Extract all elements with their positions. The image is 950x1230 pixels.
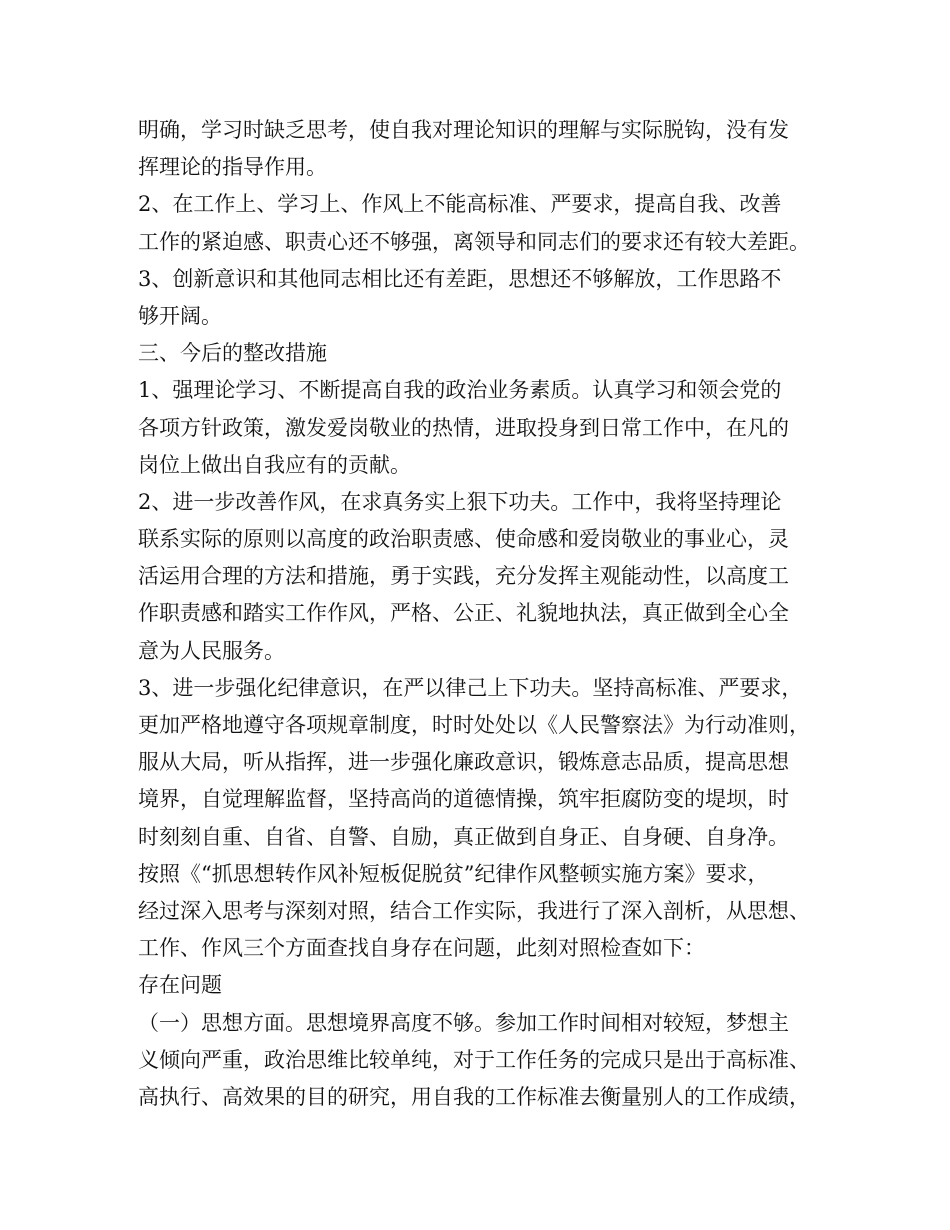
text-line: 义倾向严重，政治思维比较单纯，对于工作任务的完成只是出于高标准、 [138, 1047, 810, 1072]
text-line: 作职责感和踏实工作作风，严格、公正、礼貌地执法，真正做到全心全 [138, 601, 789, 626]
text-line: 更加严格地遵守各项规章制度，时时处处以《人民警察法》为行动准则， [138, 713, 810, 737]
text-line: 3、创新意识和其他同志相比还有差距，思想还不够解放，工作思路不 [138, 266, 782, 291]
text-line: 经过深入思考与深刻对照，结合工作实际，我进行了深入剖析，从思想、 [138, 898, 810, 923]
text-line: 明确，学习时缺乏思考，使自我对理论知识的理解与实际脱钩，没有发 [138, 118, 789, 142]
text-line: 2、进一步改善作风，在求真务实上狠下功夫。工作中，我将坚持理论 [138, 489, 782, 514]
section-heading: 存在问题 [138, 973, 222, 998]
text-line: 岗位上做出自我应有的贡献。 [138, 452, 411, 477]
text-line: 服从大局，听从指挥，进一步强化廉政意识，锻炼意志品质，提高思想 [138, 750, 789, 775]
text-line: 挥理论的指导作用。 [138, 155, 327, 180]
text-line: 意为人民服务。 [138, 638, 285, 663]
text-line: 境界，自觉理解监督，坚持高尚的道德情操，筑牢拒腐防变的堤坝，时 [138, 787, 789, 812]
document-body [138, 112, 828, 1116]
section-heading: 三、今后的整改措施 [138, 341, 327, 366]
text-line: 活运用合理的方法和措施，勇于实践，充分发挥主观能动性，以高度工 [138, 564, 789, 589]
text-line: 时刻刻自重、自省、自警、自励，真正做到自身正、自身硬、自身净。 [138, 824, 789, 849]
text-line: 3、进一步强化纪律意识，在严以律己上下功夫。坚持高标准、严要求， [138, 675, 803, 700]
text-line: 工作、作风三个方面查找自身存在问题，此刻对照检查如下： [138, 936, 705, 961]
text-line: 高执行、高效果的目的研究，用自我的工作标准去衡量别人的工作成绩， [138, 1084, 810, 1109]
text-line: （一）思想方面。思想境界高度不够。参加工作时间相对较短，梦想主 [138, 1010, 789, 1035]
text-line: 工作的紧迫感、职责心还不够强，离领导和同志们的要求还有较大差距。 [138, 229, 810, 254]
text-line: 各项方针政策，激发爱岗敬业的热情，进取投身到日常工作中，在凡的 [138, 415, 789, 440]
text-line: 1、强理论学习、不断提高自我的政治业务素质。认真学习和领会党的 [138, 378, 782, 403]
text-line: 联系实际的原则以高度的政治职责感、使命感和爱岗敬业的事业心，灵 [138, 527, 789, 552]
text-line: 2、在工作上、学习上、作风上不能高标准、严要求，提高自我、改善 [138, 192, 782, 217]
text-line: 按照《“抓思想转作风补短板促脱贫”纪律作风整顿实施方案》要求， [138, 861, 769, 886]
text-line: 够开阔。 [138, 303, 222, 328]
